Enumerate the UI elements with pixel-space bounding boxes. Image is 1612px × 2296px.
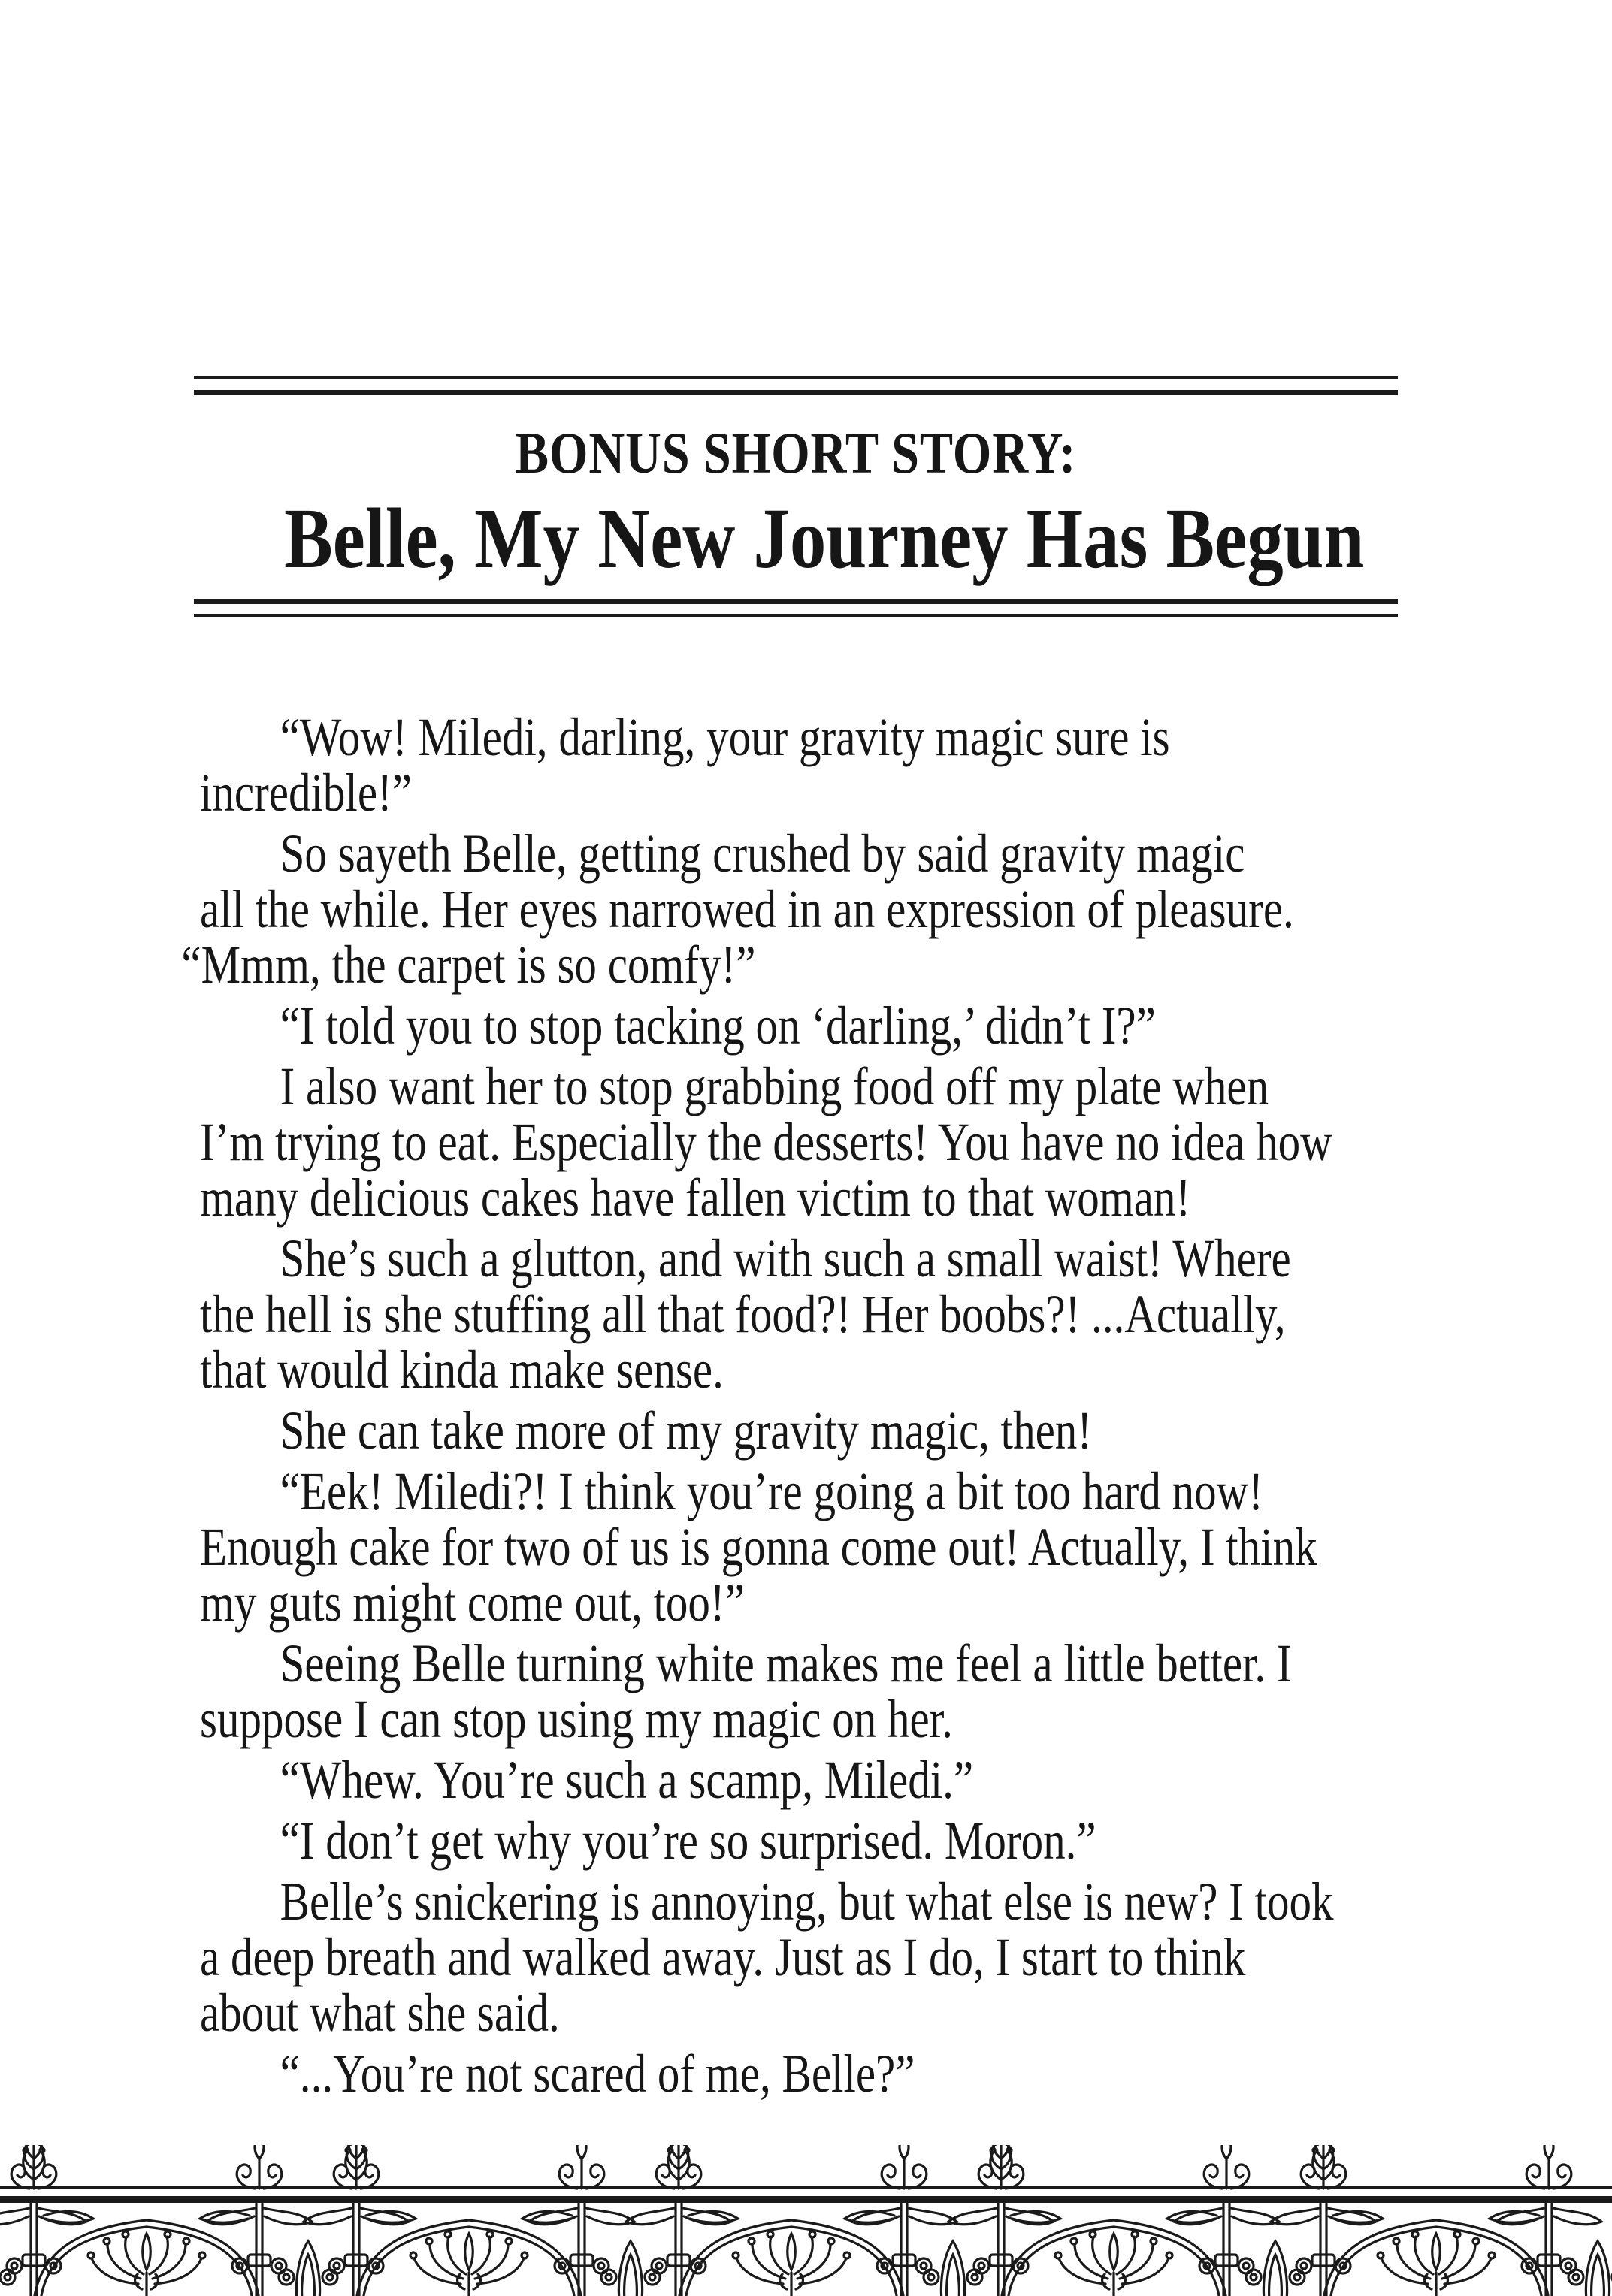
story-line: “Whew. You’re such a scamp, Miledi.” <box>280 1750 974 1810</box>
story-line: Belle’s snickering is annoying, but what else is new? I took <box>280 1872 1334 1932</box>
story-line: So sayeth Belle, getting crushed by said gravity magic <box>280 823 1245 884</box>
double-rule-top-thick <box>194 390 1398 395</box>
story-paragraph <box>200 1461 1451 1633</box>
chapter-header <box>194 376 1398 617</box>
story-paragraph <box>200 1752 1451 1808</box>
story-line: my guts might come out, too!” <box>200 1572 745 1633</box>
story-paragraph <box>200 1228 1451 1400</box>
story-paragraph <box>200 995 1451 1056</box>
story-line: the hell is she stuffing all that food?! Her boobs?! ...Actually, <box>200 1284 1286 1344</box>
story-line: “Eek! Miledi?! I think you’re going a bit too hard now! <box>280 1461 1263 1521</box>
chapter-title: Belle, My New Journey Has Begun <box>284 491 1365 586</box>
story-paragraph <box>200 1874 1451 2041</box>
story-line: “...You’re not scared of me, Belle?” <box>280 2044 915 2104</box>
story-line: “Wow! Miledi, darling, your gravity magic sure is <box>280 707 1170 767</box>
story-line: suppose I can stop using my magic on her. <box>200 1689 953 1749</box>
story-paragraph <box>200 1813 1451 1869</box>
story-paragraph <box>200 2044 1451 2104</box>
story-line: about what she said. <box>200 1983 560 2043</box>
story-paragraph <box>200 1633 1451 1749</box>
story-text <box>181 707 1449 2107</box>
story-line: “I don’t get why you’re so surprised. Moron.” <box>280 1811 1096 1871</box>
story-paragraph <box>200 707 1451 823</box>
story-line: incredible!” <box>200 763 412 823</box>
chapter-kicker: BONUS SHORT STORY: <box>515 420 1077 485</box>
double-rule-bottom-thick <box>194 599 1398 604</box>
story-line: She can take more of my gravity magic, then! <box>280 1400 1093 1461</box>
story-line: that would kinda make sense. <box>200 1340 724 1400</box>
story-paragraph <box>200 1056 1451 1228</box>
double-rule-top-thin <box>194 376 1398 379</box>
ironwork-border-ornament <box>0 2145 1612 2296</box>
story-line: Enough cake for two of us is gonna come out! Actually, I think <box>200 1517 1317 1577</box>
story-line: I’m trying to eat. Especially the desserts! You have no idea how <box>200 1112 1332 1172</box>
story-line: “Mmm, the carpet is so comfy!” <box>181 935 756 995</box>
story-line: all the while. Her eyes narrowed in an expression of pleasure. <box>200 879 1294 939</box>
story-line: Seeing Belle turning white makes me feel a little better. I <box>280 1633 1292 1693</box>
story-paragraph <box>200 1400 1451 1461</box>
story-line: I also want her to stop grabbing food off my plate when <box>280 1056 1269 1116</box>
story-line: She’s such a glutton, and with such a small waist! Where <box>280 1228 1291 1288</box>
story-line: many delicious cakes have fallen victim to that woman! <box>200 1168 1191 1228</box>
story-line: a deep breath and walked away. Just as I do, I start to think <box>200 1927 1246 1987</box>
double-rule-bottom-thin <box>194 614 1398 617</box>
story-line: “I told you to stop tacking on ‘darling,’ didn’t I?” <box>280 995 1156 1056</box>
story-paragraph <box>181 823 1451 995</box>
